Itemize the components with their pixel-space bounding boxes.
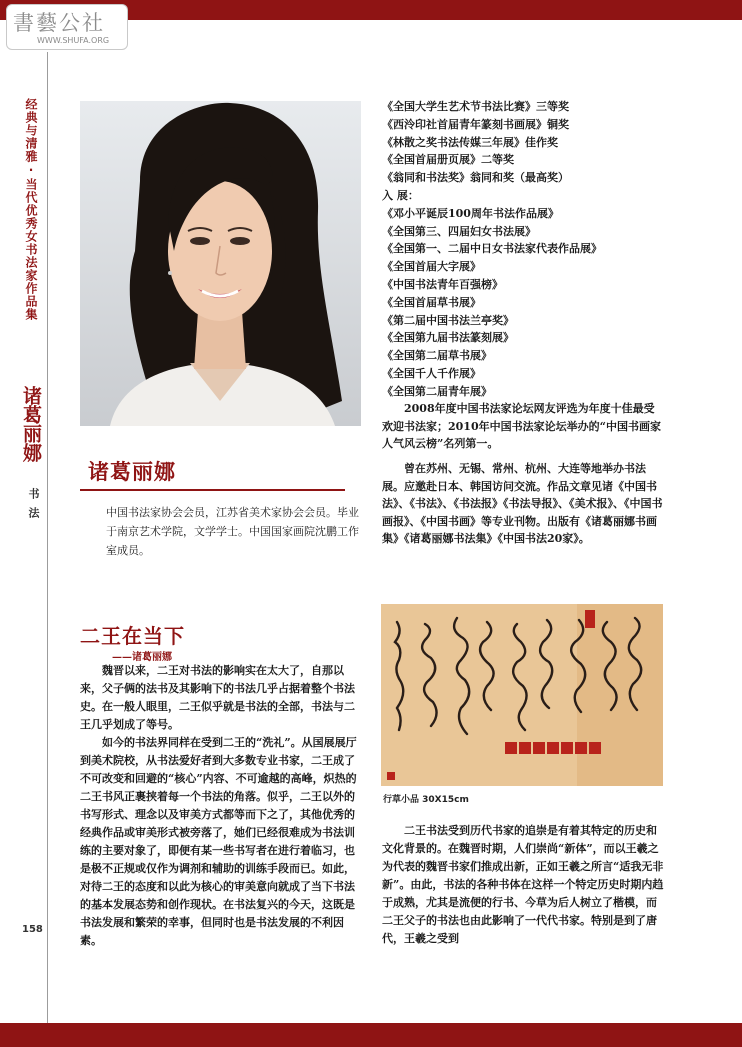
- exhibition-item: 《全国第一、二届中日女书法家代表作品展》: [382, 242, 602, 256]
- essay-continued-paragraph: 二王书法受到历代书家的追崇是有着其特定的历史和文化背景的。在魏晋时期，人们崇尚“新体”，而以王羲之为代表的魏晋书家们推成出新，正如王羲之所言“适我无非新”。由此，书法的各种书体在这样一个特定历史时期内趋于成熟，尤其是流便的行书、今草为后人树立了楷模，而二王父子的书法也由此影响了一代代书家。特别是到了唐代，王羲之受到: [382, 824, 664, 945]
- award-item: 《林散之奖书法传媒三年展》佳作奖: [382, 135, 558, 149]
- exhibition-item: 《全国千人千作展》: [382, 366, 481, 380]
- site-logo[interactable]: [6, 4, 128, 50]
- awards-list: [382, 98, 664, 401]
- sidebar-divider: [47, 52, 48, 1027]
- logo-url: WWW.SHUFA.ORG: [37, 36, 110, 45]
- artist-bio: 中国书法家协会会员，江苏省美术家协会会员。毕业于南京艺术学院，文学学士。中国国家画院沈鹏工作室成员。: [106, 506, 359, 557]
- exhibition-item: 《全国首届草书展》: [382, 295, 481, 309]
- essay-paragraph: 魏晋以来，二王对书法的影响实在太大了，自那以来，父子俩的法书及其影响下的书法几乎占据着整个书法史。在一般人眼里，二王似乎就是书法的全部，书法与二王几乎划成了等号。: [80, 664, 355, 731]
- exhibition-item: 《全国第九届书法篆刻展》: [382, 331, 514, 345]
- exhibition-item: 《全国第三、四届妇女书法展》: [382, 224, 536, 238]
- award-item: 《翁同和书法奖》翁同和奖（最高奖）: [382, 171, 569, 185]
- logo-text: 書藝公社: [13, 11, 105, 35]
- exhibition-item: 《全国首届大字展》: [382, 260, 481, 274]
- artwork-caption: 行草小品 30X15cm: [383, 795, 469, 805]
- artist-name-underline: [80, 489, 345, 491]
- calligraphy-artwork: [381, 604, 663, 786]
- exhibition-item: 《中国书法青年百强榜》: [382, 277, 503, 291]
- series-title: 经典与清雅·当代优秀女书法家作品集: [24, 98, 38, 321]
- exhibition-item: 《全国第二届青年展》: [382, 384, 492, 398]
- exhibition-item: 《第二届中国书法兰亭奖》: [382, 313, 514, 327]
- exhibition-heading: 入 展：: [382, 188, 419, 202]
- honor-paragraph: 2008年度中国书法家论坛网友评选为年度十佳最受欢迎书法家；2010年中国书法家论坛举办的“中国书画家人气风云榜”名列第一。: [382, 402, 661, 450]
- sidebar-artist-name: 诸葛丽娜: [20, 386, 42, 462]
- award-item: 《全国首届册页展》二等奖: [382, 153, 514, 167]
- award-item: 《全国大学生艺术节书法比赛》三等奖: [382, 100, 569, 113]
- calligraphy-illustration: [381, 604, 663, 786]
- essay-author: ——诸葛丽娜: [112, 652, 172, 663]
- footer-band: [0, 1023, 742, 1047]
- essay-paragraph: 如今的书法界同样在受到二王的“洗礼”。从国展展厅到美术院校，从书法爱好者到大多数专业书家，二王成了不可改变和回避的“核心”内容、不可逾越的高峰，炽热的二王书风正裹挟着每一个书法的角落。似乎，二王以外的书写形式、理念以及审美方式都等而下之了，其他优秀的经典作品或审美形式被旁落了，她们已经很难成为书法训练的主要对象了，即便有某一些书写者在进行着临习，也是极不正规或仅作为调剂和辅助的训练手段而已。如此，对待二王的态度和以此为核心的审美意向就成了当下书法的基本发展态势和创作现状。在书法复兴的今天，这既是书法发展和繁荣的幸事，但同时也是书法发展的不利因素。: [80, 736, 357, 947]
- exhibition-paragraph: 曾在苏州、无锡、常州、杭州、大连等地举办书法展。应邀赴日本、韩国访问交流。作品文章见诸《中国书法》、《书法》、《书法报》《书法导报》、《美术报》、《中国书画报》、《中国书画》等专业刊物。出版有《诸葛丽娜书画集》《诸葛丽娜书法集》《中国书法20家》。: [382, 462, 663, 545]
- page-number: 158: [22, 924, 43, 935]
- portrait-illustration: [80, 101, 361, 426]
- exhibition-item: 《全国第二届草书展》: [382, 349, 492, 363]
- essay-body: [80, 662, 362, 950]
- exhibition-item: 《邓小平诞辰100周年书法作品展》: [382, 206, 559, 220]
- sidebar-category: 书法: [27, 488, 40, 526]
- artist-name-heading: 诸葛丽娜: [88, 460, 176, 484]
- essay-title: 二王在当下: [80, 624, 185, 648]
- award-item: 《西泠印社首届青年篆刻书画展》铜奖: [382, 117, 569, 131]
- artist-portrait-photo: [80, 101, 361, 426]
